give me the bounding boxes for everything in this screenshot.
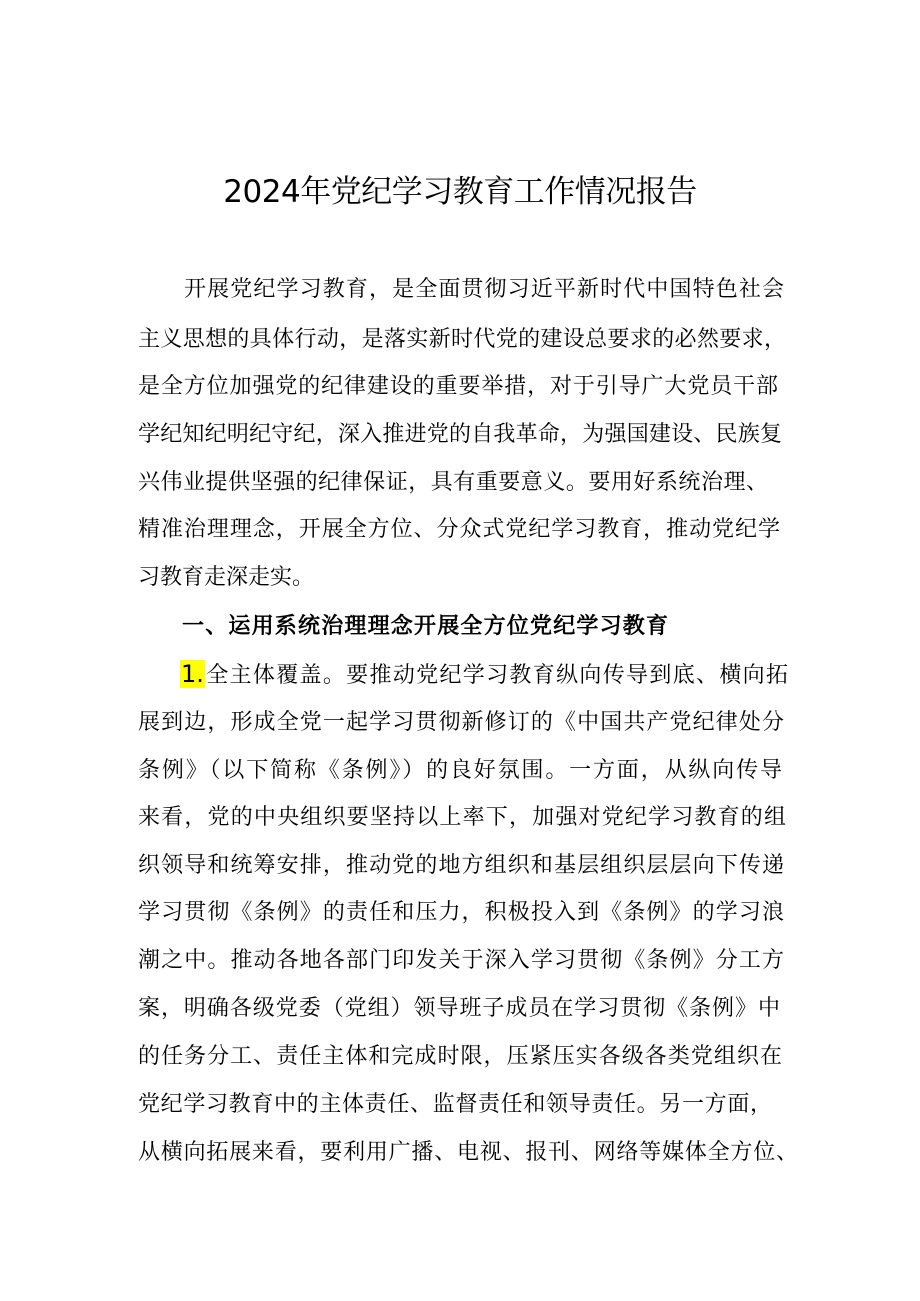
- paragraph-line: 党纪学习教育中的主体责任、监督责任和领导责任。另一方面，: [138, 1092, 772, 1117]
- paragraph-line: 主义思想的具体行动，是落实新时代党的建设总要求的必然要求，: [138, 327, 786, 352]
- paragraph-line: 潮之中。推动各地各部门印发关于深入学习贯彻《条例》分工方: [138, 948, 784, 973]
- paragraph-line: 兴伟业提供坚强的纪律保证，具有重要意义。要用好系统治理、: [138, 470, 768, 495]
- paragraph-line: 精准治理理念，开展全方位、分众式党纪学习教育，推动党纪学: [138, 517, 780, 542]
- paragraph-line: 来看，党的中央组织要坚持以上率下，加强对党纪学习教育的组: [138, 805, 786, 830]
- paragraph-line: 织领导和统筹安排，推动党的地方组织和基层组织层层向下传递: [138, 853, 784, 878]
- paragraph-line: 展到边，形成全党一起学习贯彻新修订的《中国共产党纪律处分: [138, 710, 784, 735]
- section-heading: 一、运用系统治理理念开展全方位党纪学习教育: [182, 614, 668, 639]
- paragraph-line: 是全方位加强党的纪律建设的重要举措，对于引导广大党员干部: [138, 374, 778, 399]
- paragraph-line: 条例》（以下简称《条例》）的良好氛围。一方面，从纵向传导: [138, 758, 782, 783]
- paragraph-line: 习教育走深走实。: [138, 565, 315, 590]
- item-number-highlight: 1.: [181, 660, 204, 688]
- paragraph-line: 从横向拓展来看，要利用广播、电视、报刊、网络等媒体全方位、: [138, 1140, 798, 1165]
- paragraph-line: 开展党纪学习教育，是全面贯彻习近平新时代中国特色社会: [184, 277, 784, 302]
- document-title: 2024年党纪学习教育工作情况报告: [223, 174, 697, 210]
- paragraph-line: 学习贯彻《条例》的责任和压力，积极投入到《条例》的学习浪: [138, 900, 784, 925]
- item-first-line: 1.全主体覆盖。要推动党纪学习教育纵向传导到底、横向拓: [181, 660, 788, 688]
- paragraph-line: 学纪知纪明纪守纪，深入推进党的自我革命，为强国建设、民族复: [138, 422, 782, 447]
- paragraph-line: 的任务分工、责任主体和完成时限，压紧压实各级各类党组织在: [138, 1044, 782, 1069]
- paragraph-line: 案，明确各级党委（党组）领导班子成员在学习贯彻《条例》中: [138, 996, 780, 1021]
